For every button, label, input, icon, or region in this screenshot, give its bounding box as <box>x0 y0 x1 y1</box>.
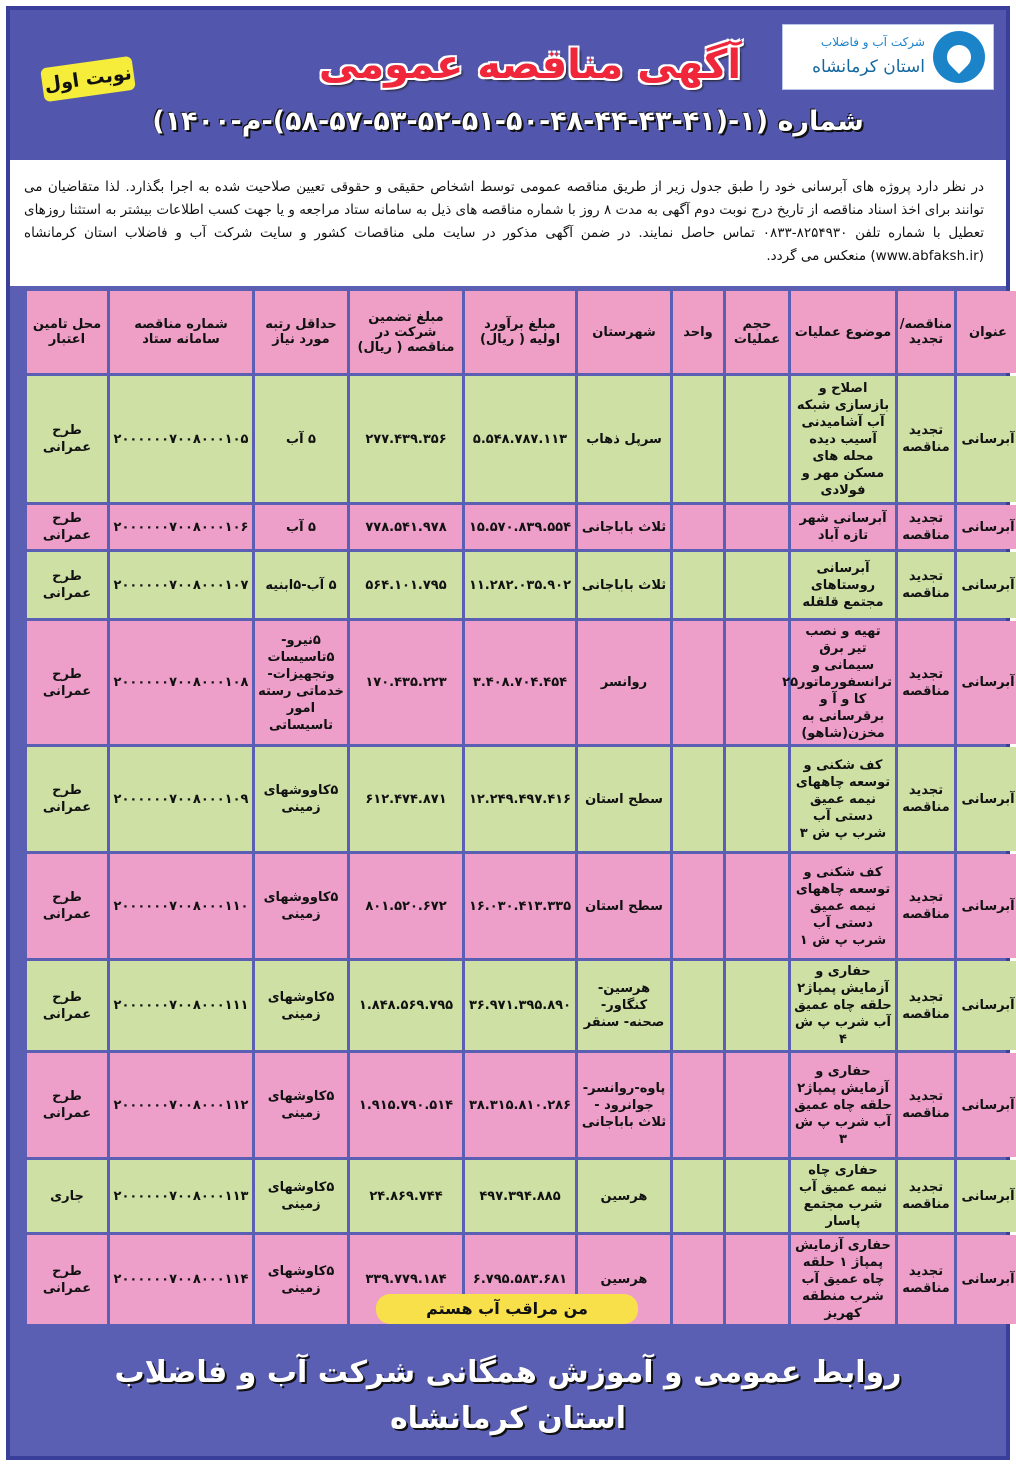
row-title: آبرسانی <box>957 1053 1016 1157</box>
row-setad: ۲۰۰۰۰۰۰۷۰۰۸۰۰۰۱۱۰ <box>110 854 252 958</box>
row-unit <box>673 621 723 744</box>
row-unit <box>673 854 723 958</box>
col-header-guarantee: مبلغ تضمین شرکت در مناقصه ( ریال) <box>350 291 462 373</box>
tender-table <box>24 288 1016 1327</box>
row-subject: حفاری و آزمایش پمپاژ۲ حلقه چاه عمیق آب شرب پ ش ۳ <box>791 1053 895 1157</box>
row-type: تجدید مناقصه <box>898 1235 954 1324</box>
row-unit <box>673 1053 723 1157</box>
row-setad: ۲۰۰۰۰۰۰۷۰۰۸۰۰۰۱۱۲ <box>110 1053 252 1157</box>
row-city: ثلاث باباجانی <box>578 552 670 618</box>
row-title: آبرسانی <box>957 505 1016 549</box>
row-setad: ۲۰۰۰۰۰۰۷۰۰۸۰۰۰۱۱۴ <box>110 1235 252 1324</box>
row-estimate: ۴۹۷.۳۹۴.۸۸۵ <box>465 1160 575 1232</box>
row-city: هرسین <box>578 1160 670 1232</box>
row-guarantee: ۱.۹۱۵.۷۹۰.۵۱۴ <box>350 1053 462 1157</box>
table-row <box>27 854 1016 958</box>
row-volume <box>726 505 788 549</box>
row-setad: ۲۰۰۰۰۰۰۷۰۰۸۰۰۰۱۱۳ <box>110 1160 252 1232</box>
row-type: تجدید مناقصه <box>898 747 954 851</box>
col-header-estimate: مبلغ برآورد اولیه ( ریال) <box>465 291 575 373</box>
table-row <box>27 505 1016 549</box>
row-subject: اصلاح و بازسازی شبکه آب آشامیدنی آسیب دیده محله های مسکن مهر و فولادی <box>791 376 895 502</box>
company-logo <box>782 24 994 90</box>
row-title: آبرسانی <box>957 1160 1016 1232</box>
row-title: آبرسانی <box>957 552 1016 618</box>
row-estimate: ۱۲.۲۴۹.۴۹۷.۴۱۶ <box>465 747 575 851</box>
advertisement-page <box>6 6 1015 1460</box>
edition-badge: نوبت اول <box>40 56 136 102</box>
row-estimate: ۱۱.۲۸۲.۰۳۵.۹۰۲ <box>465 552 575 618</box>
row-type: تجدید مناقصه <box>898 621 954 744</box>
footer-province: استان کرمانشاه <box>389 1401 627 1436</box>
row-unit <box>673 747 723 851</box>
row-guarantee: ۱۷۰.۴۳۵.۲۲۳ <box>350 621 462 744</box>
row-estimate: ۵.۵۴۸.۷۸۷.۱۱۳ <box>465 376 575 502</box>
row-funding: طرح عمرانی <box>27 747 107 851</box>
row-type: تجدید مناقصه <box>898 854 954 958</box>
row-estimate: ۳.۴۰۸.۷۰۴.۴۵۴ <box>465 621 575 744</box>
table-row <box>27 621 1016 744</box>
row-volume <box>726 1235 788 1324</box>
row-estimate: ۳۸.۳۱۵.۸۱۰.۲۸۶ <box>465 1053 575 1157</box>
row-volume <box>726 854 788 958</box>
row-type: تجدید مناقصه <box>898 1160 954 1232</box>
row-city: سرپل ذهاب <box>578 376 670 502</box>
row-grade: ۵ آب-۵ابنیه <box>255 552 347 618</box>
tender-number: شماره (۱-(۴۱-۴۳-۴۴-۴۸-۵۰-۵۱-۵۲-۵۳-۵۷-۵۸)-م-۱۴۰۰) <box>152 106 864 137</box>
row-guarantee: ۶۱۲.۴۷۴.۸۷۱ <box>350 747 462 851</box>
row-type: تجدید مناقصه <box>898 505 954 549</box>
row-type: تجدید مناقصه <box>898 376 954 502</box>
row-funding: طرح عمرانی <box>27 552 107 618</box>
row-title: آبرسانی <box>957 747 1016 851</box>
row-volume <box>726 376 788 502</box>
row-volume <box>726 747 788 851</box>
footer <box>10 1336 1006 1456</box>
row-volume <box>726 1053 788 1157</box>
row-unit <box>673 376 723 502</box>
row-estimate: ۱۶.۰۳۰.۴۱۳.۳۳۵ <box>465 854 575 958</box>
page-title: آگهی مناقصه عمومی <box>318 42 742 88</box>
row-title: آبرسانی <box>957 376 1016 502</box>
row-subject: حفاری چاه نیمه عمیق آب شرب مجتمع پاسار <box>791 1160 895 1232</box>
row-grade: ۵کاوشهای زمینی <box>255 961 347 1050</box>
row-volume <box>726 552 788 618</box>
row-grade: ۵نیرو- ۵تاسیسات وتجهیزات- خدماتی رسته امور تاسیساتی <box>255 621 347 744</box>
row-estimate: ۱۵.۵۷۰.۸۳۹.۵۵۴ <box>465 505 575 549</box>
table-row <box>27 747 1016 851</box>
header <box>10 10 1006 160</box>
row-unit <box>673 505 723 549</box>
row-type: تجدید مناقصه <box>898 1053 954 1157</box>
row-grade: ۵کاووشهای زمینی <box>255 854 347 958</box>
table-header-row <box>27 291 1016 373</box>
row-guarantee: ۵۶۴.۱۰۱.۷۹۵ <box>350 552 462 618</box>
row-type: تجدید مناقصه <box>898 552 954 618</box>
row-grade: ۵کاووشهای زمینی <box>255 747 347 851</box>
row-title: آبرسانی <box>957 961 1016 1050</box>
row-funding: طرح عمرانی <box>27 961 107 1050</box>
logo-province: استان کرمانشاه <box>812 57 925 77</box>
row-title: آبرسانی <box>957 1235 1016 1324</box>
row-funding: طرح عمرانی <box>27 505 107 549</box>
row-guarantee: ۷۷۸.۵۴۱.۹۷۸ <box>350 505 462 549</box>
table-row <box>27 1160 1016 1232</box>
row-funding: طرح عمرانی <box>27 854 107 958</box>
slogan-banner: من مراقب آب هستم <box>376 1294 638 1324</box>
row-guarantee: ۲۷۷.۴۳۹.۳۵۶ <box>350 376 462 502</box>
table-row <box>27 552 1016 618</box>
footer-department: روابط عمومی و آموزش همگانی شرکت آب و فاضلاب <box>114 1355 902 1390</box>
row-grade: ۵کاوشهای زمینی <box>255 1235 347 1324</box>
row-estimate: ۳۶.۹۷۱.۳۹۵.۸۹۰ <box>465 961 575 1050</box>
row-volume <box>726 621 788 744</box>
col-header-type: مناقصه/ تجدید <box>898 291 954 373</box>
table-row <box>27 376 1016 502</box>
row-funding: طرح عمرانی <box>27 621 107 744</box>
row-city: هرسین- کنگاور-صحنه- سنقر <box>578 961 670 1050</box>
row-setad: ۲۰۰۰۰۰۰۷۰۰۸۰۰۰۱۰۵ <box>110 376 252 502</box>
row-type: تجدید مناقصه <box>898 961 954 1050</box>
row-setad: ۲۰۰۰۰۰۰۷۰۰۸۰۰۰۱۱۱ <box>110 961 252 1050</box>
row-guarantee: ۸۰۱.۵۲۰.۶۷۲ <box>350 854 462 958</box>
col-header-title: عنوان <box>957 291 1016 373</box>
table-row <box>27 1053 1016 1157</box>
row-subject: تهیه و نصب تیر برق سیمانی و ترانسفورماتور۲۵ کا و آ و برقرسانی به مخزن(شاهو) <box>791 621 895 744</box>
row-subject: آبرسانی شهر تازه آباد <box>791 505 895 549</box>
row-grade: ۵کاوشهای زمینی <box>255 1160 347 1232</box>
col-header-city: شهرستان <box>578 291 670 373</box>
row-city: هرسین <box>578 1235 670 1324</box>
row-unit <box>673 552 723 618</box>
col-header-unit: واحد <box>673 291 723 373</box>
col-header-volume: حجم عملیات <box>726 291 788 373</box>
row-volume <box>726 961 788 1050</box>
row-estimate: ۶.۷۹۵.۵۸۳.۶۸۱ <box>465 1235 575 1324</box>
row-guarantee: ۳۳۹.۷۷۹.۱۸۴ <box>350 1235 462 1324</box>
water-drop-icon <box>933 31 985 83</box>
col-header-grade: حداقل رتبه مورد نیاز <box>255 291 347 373</box>
row-guarantee: ۱.۸۴۸.۵۶۹.۷۹۵ <box>350 961 462 1050</box>
row-grade: ۵ آب <box>255 376 347 502</box>
row-subject: کف شکنی و توسعه چاههای نیمه عمیق دستی آب شرب پ ش ۳ <box>791 747 895 851</box>
row-guarantee: ۲۴.۸۶۹.۷۴۴ <box>350 1160 462 1232</box>
row-city: سطح استان <box>578 854 670 958</box>
row-title: آبرسانی <box>957 854 1016 958</box>
row-grade: ۵ آب <box>255 505 347 549</box>
row-unit <box>673 961 723 1050</box>
row-subject: آبرسانی روستاهای مجتمع قلقله <box>791 552 895 618</box>
row-title: آبرسانی <box>957 621 1016 744</box>
row-setad: ۲۰۰۰۰۰۰۷۰۰۸۰۰۰۱۰۹ <box>110 747 252 851</box>
row-unit <box>673 1235 723 1324</box>
row-subject: حفاری آزمایش پمپاژ ۱ حلقه چاه عمیق آب شرب منطقه کهریز <box>791 1235 895 1324</box>
row-city: پاوه-روانسر- جوانرود - ثلاث باباجانی <box>578 1053 670 1157</box>
row-funding: طرح عمرانی <box>27 1235 107 1324</box>
row-city: ثلاث باباجانی <box>578 505 670 549</box>
row-city: روانسر <box>578 621 670 744</box>
row-volume <box>726 1160 788 1232</box>
row-grade: ۵کاوشهای زمینی <box>255 1053 347 1157</box>
col-header-setad: شماره مناقصه سامانه ستاد <box>110 291 252 373</box>
table-row <box>27 961 1016 1050</box>
row-funding: جاری <box>27 1160 107 1232</box>
row-funding: طرح عمرانی <box>27 376 107 502</box>
row-unit <box>673 1160 723 1232</box>
col-header-funding: محل تامین اعتبار <box>27 291 107 373</box>
row-subject: کف شکنی و توسعه چاههای نیمه عمیق دستی آب شرب پ ش ۱ <box>791 854 895 958</box>
col-header-subject: موضوع عملیات <box>791 291 895 373</box>
row-city: سطح استان <box>578 747 670 851</box>
row-setad: ۲۰۰۰۰۰۰۷۰۰۸۰۰۰۱۰۷ <box>110 552 252 618</box>
row-setad: ۲۰۰۰۰۰۰۷۰۰۸۰۰۰۱۰۸ <box>110 621 252 744</box>
logo-company-name: شرکت آب و فاضلاب <box>820 35 925 49</box>
row-setad: ۲۰۰۰۰۰۰۷۰۰۸۰۰۰۱۰۶ <box>110 505 252 549</box>
row-subject: حفاری و آزمایش پمپاژ۲ حلقه چاه عمیق آب شرب پ ش ۴ <box>791 961 895 1050</box>
row-funding: طرح عمرانی <box>27 1053 107 1157</box>
intro-text: در نظر دارد پروژه های آبرسانی خود را طبق جدول زیر از طریق مناقصه عمومی توسط اشخاص حقیقی و حقوقی تعیین صلاحیت شده به اجرا بگذارد. لذا متقاضیان می توانند برای اخذ اسناد مناقصه از تاریخ درج نوبت دوم آگهی به مدت ۸ روز با شماره مناقصه های ذیل به سامانه ستاد مراجعه و یا جهت کسب اطلاعات بیشتر به استثنا روزهای تعطیل با شماره تلفن ۸۲۵۴۹۳۰-۰۸۳۳ تماس حاصل نمایند. در ضمن آگهی مذکور در سایت ملی مناقصات کشور و سایت شرکت آب و فاضلاب استان کرمانشاه (www.abfaksh.ir) منعکس می گردد. <box>24 179 985 264</box>
